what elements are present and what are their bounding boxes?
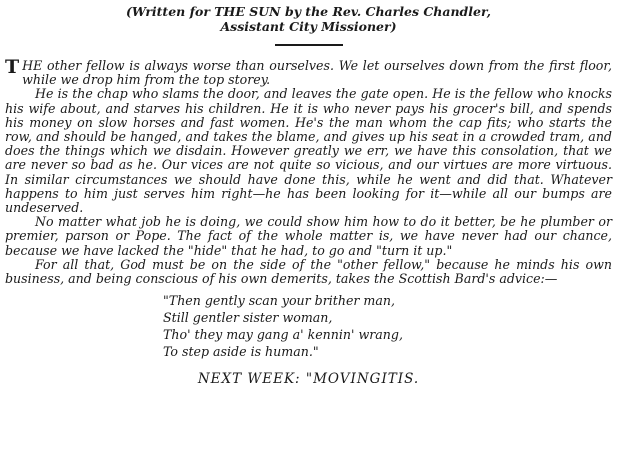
- byline: [5, 4, 612, 34]
- article-paragraph-1-text: HE other fellow is always worse than ourselves. We let ourselves down from the first floor, while we drop him from the top storey.: [22, 58, 612, 88]
- drop-cap: T: [5, 56, 20, 78]
- poem-quote: [163, 292, 612, 360]
- poem-line: Tho' they may gang a' kennin' wrang,: [163, 327, 403, 343]
- poem-line: Still gentler sister woman,: [163, 310, 333, 326]
- byline-title: Assistant City Missioner): [220, 19, 397, 34]
- poem-line: "Then gently scan your brither man,: [163, 293, 395, 309]
- byline-author: (Written for THE SUN by the Rev. Charles Chandler,: [125, 4, 492, 19]
- article-paragraph-3: No matter what job he is doing, we could show him how to do it better, be he plumber or premier, parson or Pope. The fact of the whole matter is, we have never had our chance, because we have lacked the "hide" that he had, to go and "turn it up.": [5, 214, 612, 258]
- section-divider: [275, 44, 343, 46]
- article-paragraph-1: [5, 56, 612, 88]
- article-body: [5, 56, 612, 287]
- poem-line: To step aside is human.": [163, 344, 319, 360]
- next-week-notice: NEXT WEEK: "MOVINGITIS.: [197, 371, 420, 388]
- article-paragraph-4: For all that, God must be on the side of the "other fellow," because he minds his own business, and being conscious of his own demerits, takes the Scottish Bard's advice:—: [5, 256, 612, 287]
- article-paragraph-2: He is the chap who slams the door, and leaves the gate open. He is the fellow who knocks his wife about, and starves his children. He it is who never pays his grocer's bill, and spends his money on slow horses and fast women. He's the man whom the cap fits; who starts the row, and should be hanged, and takes the blame, and gives up his seat in a crowded tram, and does the things which we disdain. However greatly we err, we have this consolation, that we are never so bad as he. Our vices are not quite so vicious, and our virtues are more virtuous. In similar circumstances we should have done this, while he went and did that. Whatever happens to him just serves him right—he has been looking for it—while all our bumps are undeserved.: [5, 86, 612, 216]
